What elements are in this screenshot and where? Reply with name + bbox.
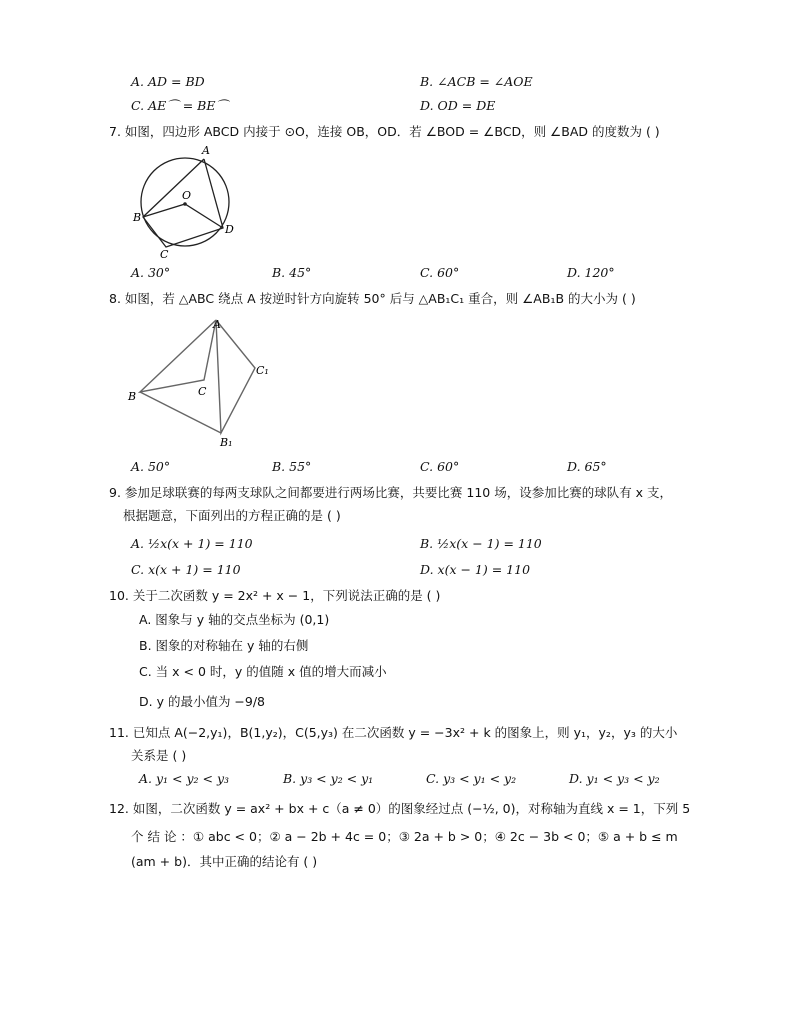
q8-figure xyxy=(124,312,284,452)
q6-option-c: C. AE⌒ = BE⌒ xyxy=(131,98,228,113)
q9-option-c: C. x(x + 1) = 110 xyxy=(131,562,241,577)
q7-option-c: C. 60° xyxy=(420,265,460,280)
q12-stem-line3: (am + b)．其中正确的结论有 ( ) xyxy=(131,854,318,869)
q8-stem: 8. 如图，若 △ABC 绕点 A 按逆时针方向旋转 50° 后与 △AB₁C₁ 重合，则 ∠AB₁B 的大小为 ( ) xyxy=(109,291,636,306)
q7-option-a: A. 30° xyxy=(131,265,171,280)
q7-radii xyxy=(143,204,223,228)
q8-segment-bb1 xyxy=(140,392,221,433)
q10-option-d: D. y 的最小值为 −9/8 xyxy=(139,694,266,709)
q8-option-d: D. 65° xyxy=(567,459,607,474)
q6-option-d: D. OD = DE xyxy=(420,98,496,113)
q10-stem: 10. 关于二次函数 y = 2x² + x − 1，下列说法正确的是 ( ) xyxy=(109,588,441,603)
q7-label-c: C xyxy=(160,248,169,260)
q9-option-d: D. x(x − 1) = 110 xyxy=(420,562,531,577)
q10-option-b: B. 图象的对称轴在 y 轴的右侧 xyxy=(139,638,309,653)
q7-label-d: D xyxy=(225,223,234,236)
q8-option-c: C. 60° xyxy=(420,459,460,474)
q12-stem-line1: 12. 如图，二次函数 y = ax² + bx + c（a ≠ 0）的图象经过点 (−½, 0)，对称轴为直线 x = 1，下列 5 xyxy=(109,801,691,816)
q11-option-a: A. y₁ < y₂ < y₃ xyxy=(139,771,230,786)
q7-stem: 7. 如图，四边形 ABCD 内接于 ⊙O，连接 OB，OD．若 ∠BOD = ∠BCD，则 ∠BAD 的度数为 ( ) xyxy=(109,124,660,139)
q11-stem-line1: 11. 已知点 A(−2,y₁)，B(1,y₂)，C(5,y₃) 在二次函数 y = −3x² + k 的图象上，则 y₁，y₂，y₃ 的大小 xyxy=(109,725,678,740)
q8-label-b1: B₁ xyxy=(220,436,233,449)
q8-label-c1: C₁ xyxy=(256,364,269,377)
q7-label-b: B xyxy=(133,211,142,224)
q7-option-b: B. 45° xyxy=(272,265,312,280)
q9-option-b: B. ½x(x − 1) = 110 xyxy=(420,536,542,551)
q7-label-a: A xyxy=(202,144,210,157)
q11-option-b: B. y₃ < y₂ < y₁ xyxy=(283,771,374,786)
q9-stem-line1: 9. 参加足球联赛的每两支球队之间都要进行两场比赛，共要比赛 110 场，设参加比赛的球队有 x 支， xyxy=(109,485,673,500)
q7-label-o: O xyxy=(182,189,192,202)
q6-option-b: B. ∠ACB = ∠AOE xyxy=(420,74,533,89)
q7-figure xyxy=(126,140,246,260)
q11-stem-line2: 关系是 ( ) xyxy=(131,748,187,763)
q8-triangle-abc xyxy=(140,320,216,392)
q8-label-c: C xyxy=(198,385,207,398)
q8-triangle-ab1c1 xyxy=(216,320,255,433)
q9-option-a: A. ½x(x + 1) = 110 xyxy=(131,536,253,551)
q12-stem-line2: 个 结 论 ：① abc < 0；② a − 2b + 4c = 0；③ 2a + b > 0；④ 2c − 3b < 0；⑤ a + b ≤ m xyxy=(131,829,678,844)
q11-option-d: D. y₁ < y₃ < y₂ xyxy=(569,771,660,786)
q8-label-b: B xyxy=(128,390,137,403)
q10-option-c: C. 当 x < 0 时，y 的值随 x 值的增大而减小 xyxy=(139,664,387,679)
q7-center-dot xyxy=(183,202,187,206)
q7-option-d: D. 120° xyxy=(567,265,615,280)
q8-option-a: A. 50° xyxy=(131,459,171,474)
q10-option-a: A. 图象与 y 轴的交点坐标为 (0,1) xyxy=(139,612,330,627)
q11-option-c: C. y₃ < y₁ < y₂ xyxy=(426,771,517,786)
q9-stem-line2: 根据题意，下面列出的方程正确的是 ( ) xyxy=(123,508,341,523)
q8-label-a: A xyxy=(213,318,221,331)
q8-option-b: B. 55° xyxy=(272,459,312,474)
q6-option-a: A. AD = BD xyxy=(131,74,205,89)
